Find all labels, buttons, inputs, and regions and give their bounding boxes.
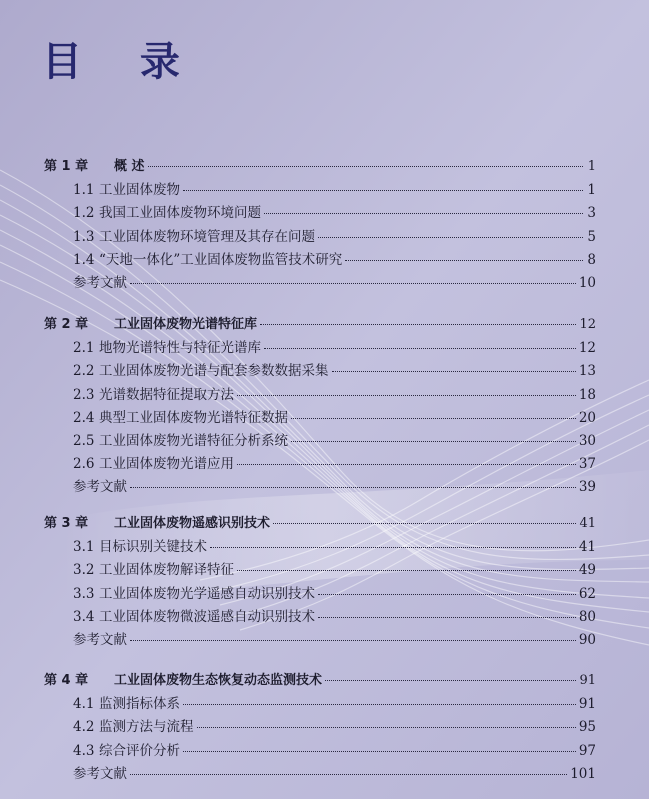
page-number: 18 — [578, 386, 596, 403]
chapter-number: 第 1 章 — [44, 159, 89, 174]
page-number: 10 — [578, 275, 596, 291]
chapter-title: 工业固体废物光谱特征库 — [114, 317, 258, 332]
toc-section[interactable] — [73, 386, 596, 404]
page-number: 95 — [578, 719, 596, 736]
page-number: 39 — [578, 479, 596, 496]
page-number: 1 — [587, 182, 596, 199]
dot-leader — [325, 680, 576, 681]
toc-references[interactable] — [73, 274, 596, 292]
chapter-number: 第 3 章 — [44, 516, 89, 531]
page-number: 30 — [578, 433, 596, 449]
section-title: 工业固体废物 — [99, 182, 180, 199]
page-number: 13 — [578, 363, 596, 380]
page-number: 3 — [587, 205, 596, 222]
section-number: 2.4 — [73, 409, 95, 426]
section-title: 工业固体废物环境管理及其存在问题 — [99, 228, 315, 245]
page-number: 12 — [578, 340, 596, 357]
dot-leader — [183, 704, 576, 705]
page-number: 41 — [578, 539, 596, 556]
page-number: 49 — [578, 562, 596, 579]
section-number: 3.2 — [73, 562, 95, 579]
toc-section[interactable] — [73, 608, 596, 626]
toc-section[interactable] — [73, 585, 596, 603]
page-number: 8 — [587, 251, 596, 268]
section-number: 2.3 — [73, 386, 95, 403]
dot-leader — [237, 464, 576, 465]
toc-section[interactable] — [73, 695, 596, 713]
section-title: 参考文献 — [73, 632, 127, 648]
toc-section[interactable] — [73, 409, 596, 427]
section-number: 2.2 — [73, 363, 95, 380]
section-title: 工业固体废物光学遥感自动识别技术 — [99, 585, 315, 602]
section-number: 3.4 — [73, 608, 95, 625]
dot-leader — [264, 213, 583, 214]
section-number: 2.1 — [73, 340, 95, 357]
toc-section[interactable] — [73, 228, 596, 246]
toc-section[interactable] — [73, 204, 596, 222]
section-title: 工业固体废物微波遥感自动识别技术 — [99, 608, 315, 625]
section-number: 2.6 — [73, 456, 95, 473]
dot-leader — [291, 418, 576, 419]
toc-section[interactable] — [73, 455, 596, 473]
section-title: 参考文献 — [73, 275, 127, 291]
page-number: 37 — [578, 456, 596, 473]
section-title: 典型工业固体废物光谱特征数据 — [99, 409, 288, 426]
page-number: 62 — [578, 585, 596, 602]
section-number: 2.5 — [73, 433, 95, 449]
page-number: 20 — [578, 409, 596, 426]
dot-leader — [183, 751, 576, 752]
dot-leader — [183, 190, 583, 191]
section-number: 3.1 — [73, 539, 95, 556]
section-number: 4.1 — [73, 696, 95, 713]
page-number: 5 — [587, 228, 596, 245]
page-title: 目 录 — [42, 39, 202, 85]
section-number: 1.2 — [73, 205, 95, 222]
section-title: 地物光谱特性与特征光谱库 — [99, 340, 261, 357]
toc-chapter[interactable] — [44, 158, 596, 176]
dot-leader — [197, 727, 576, 728]
toc-references[interactable] — [73, 631, 596, 649]
section-title: 我国工业固体废物环境问题 — [99, 205, 261, 222]
toc-chapter[interactable] — [44, 515, 596, 533]
dot-leader — [318, 237, 583, 238]
chapter-title: 概 述 — [114, 159, 145, 174]
chapter-title: 工业固体废物遥感识别技术 — [114, 516, 271, 531]
page-number: 41 — [579, 516, 596, 531]
page-number: 91 — [579, 673, 596, 688]
section-title: 光谱数据特征提取方法 — [99, 386, 234, 403]
page-number: 90 — [578, 632, 596, 648]
chapter-number: 第 4 章 — [44, 673, 89, 688]
toc-section[interactable] — [73, 561, 596, 579]
section-number: 1.4 — [73, 251, 95, 268]
toc-section[interactable] — [73, 742, 596, 760]
section-number: 4.2 — [73, 719, 95, 736]
section-title: 目标识别关键技术 — [99, 539, 207, 556]
toc-section[interactable] — [73, 538, 596, 556]
dot-leader — [130, 487, 576, 488]
section-title: 综合评价分析 — [99, 742, 180, 759]
dot-leader — [210, 547, 576, 548]
page-number: 80 — [578, 608, 596, 625]
section-title: “天地一体化”工业固体废物监管技术研究 — [99, 251, 343, 268]
toc-section[interactable] — [73, 718, 596, 736]
section-number: 4.3 — [73, 742, 95, 759]
section-title: 工业固体废物光谱与配套参数数据采集 — [99, 363, 329, 380]
section-title: 工业固体废物光谱应用 — [99, 456, 234, 473]
toc-section[interactable] — [73, 251, 596, 269]
page-number: 1 — [587, 159, 596, 174]
section-number: 1.1 — [73, 182, 95, 199]
dot-leader — [291, 441, 576, 442]
dot-leader — [237, 395, 576, 396]
toc-section[interactable] — [73, 181, 596, 199]
section-title: 监测指标体系 — [99, 696, 180, 713]
page-number: 101 — [570, 765, 596, 782]
toc-section[interactable] — [73, 432, 596, 450]
section-number: 3.3 — [73, 585, 95, 602]
page-number: 12 — [579, 317, 596, 332]
section-title: 参考文献 — [73, 765, 127, 782]
toc-chapter[interactable] — [44, 672, 596, 690]
dot-leader — [318, 617, 576, 618]
section-number: 1.3 — [73, 228, 95, 245]
dot-leader — [130, 640, 576, 641]
section-title: 工业固体废物解译特征 — [99, 562, 234, 579]
dot-leader — [148, 166, 583, 167]
section-title: 工业固体废物光谱特征分析系统 — [99, 433, 288, 449]
chapter-number: 第 2 章 — [44, 317, 89, 332]
page-number: 97 — [578, 742, 596, 759]
toc-references[interactable] — [73, 765, 596, 783]
dot-leader — [260, 324, 576, 325]
section-title: 监测方法与流程 — [99, 719, 194, 736]
dot-leader — [130, 774, 567, 775]
dot-leader — [237, 570, 576, 571]
dot-leader — [273, 523, 576, 524]
dot-leader — [264, 348, 576, 349]
toc-chapter[interactable] — [44, 316, 596, 334]
dot-leader — [332, 371, 576, 372]
dot-leader — [318, 594, 576, 595]
section-title: 参考文献 — [73, 479, 127, 496]
dot-leader — [345, 260, 583, 261]
toc-section[interactable] — [73, 362, 596, 380]
toc-section[interactable] — [73, 339, 596, 357]
dot-leader — [130, 283, 576, 284]
chapter-title: 工业固体废物生态恢复动态监测技术 — [114, 673, 323, 688]
toc-references[interactable] — [73, 478, 596, 496]
page-number: 91 — [578, 696, 596, 713]
